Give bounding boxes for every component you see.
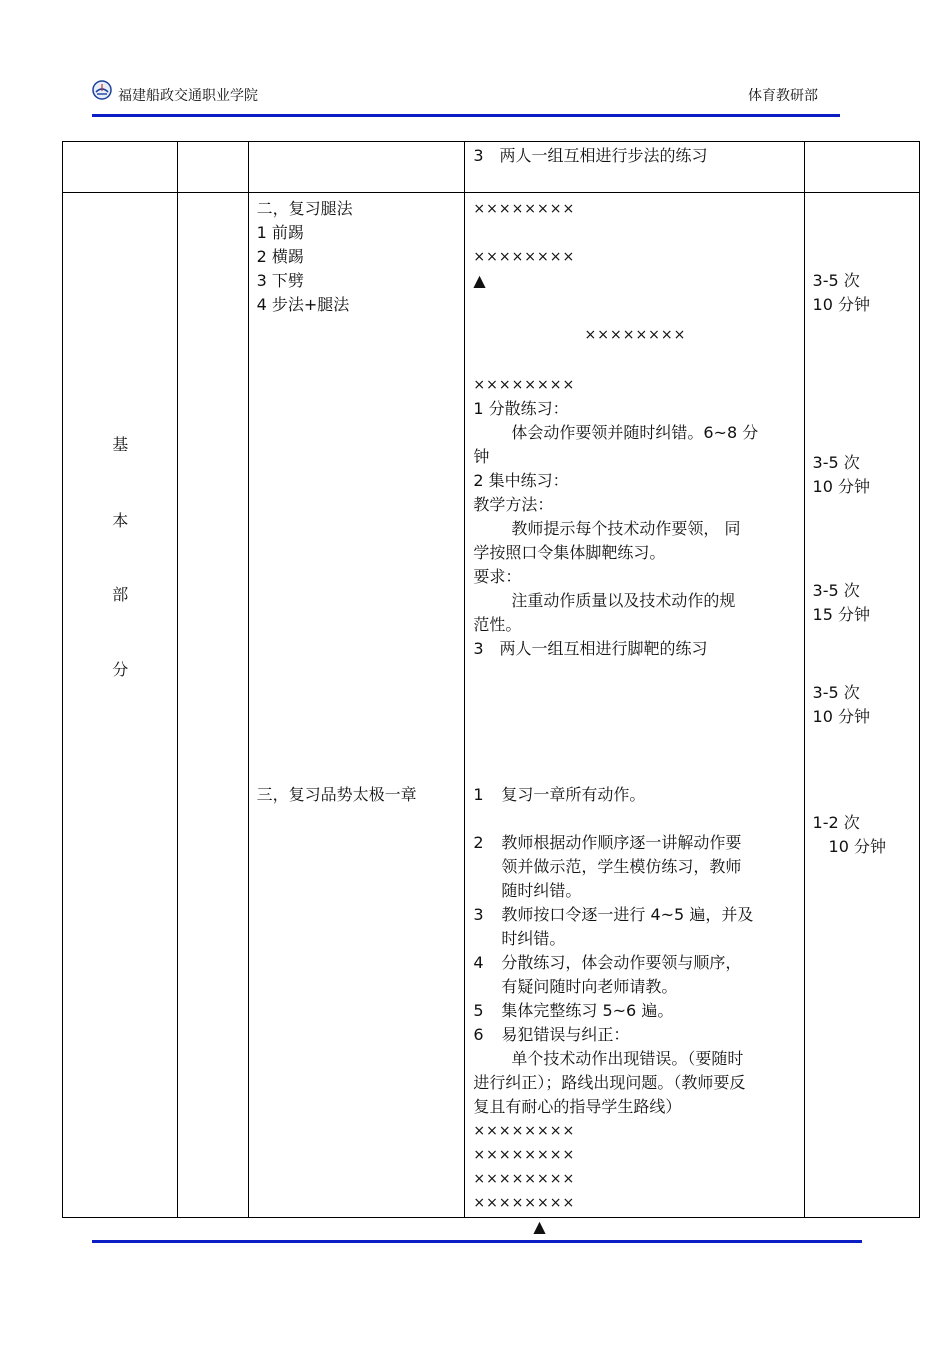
item-text: 复习一章所有动作。 — [501, 785, 646, 804]
cell-content — [465, 142, 804, 193]
topic-item: 1 前踢 — [256, 223, 304, 242]
formation-diagram — [473, 197, 797, 293]
school-emblem-icon — [92, 80, 112, 100]
numbered-line — [473, 831, 797, 855]
cell-section — [63, 142, 178, 193]
item-text: 随时纠错。 — [501, 881, 582, 900]
section-char: 基 — [112, 435, 129, 454]
dosage-reps: 1-2 次 — [812, 813, 860, 832]
item-text: 教师按口令逐一进行 4~5 遍，并及 — [501, 905, 754, 924]
item-number: 3 — [473, 905, 484, 924]
content-line: 要求： — [473, 567, 522, 586]
school-name: 福建船政交通职业学院 — [118, 88, 258, 104]
formation-row: ×××××××× — [473, 1147, 576, 1163]
table-row — [63, 142, 920, 193]
cell-time — [178, 193, 248, 1218]
numbered-line — [473, 903, 797, 927]
dosage-entry — [813, 811, 913, 859]
content-line: 进行纠正）；路线出现问题。（教师要反 — [473, 1073, 746, 1092]
item-text: 分散练习，体会动作要领与顺序， — [501, 953, 742, 972]
numbered-line — [473, 999, 797, 1023]
dosage-reps: 3-5 次 — [812, 453, 860, 472]
topic-title: 三，复习品势太极一章 — [256, 785, 417, 804]
item-number: 4 — [473, 953, 484, 972]
page-header — [92, 80, 840, 106]
footer-divider — [92, 1240, 862, 1243]
step-practice-line: 3 两人一组互相进行步法的练习 — [473, 146, 708, 165]
cell-topic — [248, 142, 465, 193]
formation-row: ×××××××× — [473, 1195, 576, 1211]
content-line: 范性。 — [473, 615, 522, 634]
content-line: 1 分散练习： — [473, 399, 569, 418]
section-char: 部 — [112, 585, 129, 604]
topic-item: 2 横踢 — [256, 247, 304, 266]
item-text: 教师根据动作顺序逐一讲解动作要 — [501, 833, 742, 852]
formation-row: ×××××××× — [473, 249, 576, 265]
formation-row: ×××××××× — [473, 377, 576, 393]
content-line: 钟 — [473, 447, 490, 466]
item-text: 时纠错。 — [501, 929, 566, 948]
item-text: 集体完整练习 5~6 遍。 — [501, 1001, 674, 1020]
teacher-marker: ▲ — [473, 271, 486, 290]
item-number: 1 — [473, 785, 484, 804]
content-line: 复且有耐心的指导学生路线） — [473, 1097, 682, 1116]
dosage-entry — [813, 681, 913, 729]
department-name: 体育教研部 — [748, 88, 818, 104]
formation-row: ×××××××× — [473, 201, 576, 217]
dosage-duration: 10 分钟 — [812, 707, 870, 726]
formation-row: ×××××××× — [584, 327, 687, 343]
teacher-marker: ▲ — [533, 1217, 546, 1236]
item-text: 易犯错误与纠正： — [501, 1025, 630, 1044]
content-line: 体会动作要领并随时纠错。6~8 分 — [511, 423, 759, 442]
topic-item: 4 步法+腿法 — [256, 295, 350, 314]
content-line: 3 两人一组互相进行脚靶的练习 — [473, 639, 708, 658]
numbered-line — [473, 951, 797, 975]
topic-poomsae — [257, 783, 459, 807]
table-row — [63, 193, 920, 1218]
cell-section-label — [63, 193, 178, 1218]
item-text: 领并做示范，学生模仿练习，教师 — [501, 857, 742, 876]
content-line: 教师提示每个技术动作要领， 同 — [511, 519, 741, 538]
topic-item: 3 下劈 — [256, 271, 304, 290]
cell-dosage — [804, 142, 919, 193]
content-line: 学按照口令集体脚靶练习。 — [473, 543, 666, 562]
cell-content — [465, 193, 804, 1236]
numbered-line — [473, 1023, 797, 1047]
item-number: 6 — [473, 1025, 484, 1044]
item-number: 2 — [473, 833, 484, 852]
dosage-duration: 10 分钟 — [812, 295, 870, 314]
formation-row: ×××××××× — [473, 1171, 576, 1187]
numbered-line — [473, 783, 797, 807]
dosage-reps: 3-5 次 — [812, 581, 860, 600]
content-line: 注重动作质量以及技术动作的规 — [511, 591, 736, 610]
spacer — [473, 807, 797, 831]
topic-title: 二，复习腿法 — [256, 199, 353, 218]
dosage-entry — [813, 579, 913, 627]
dosage-entry — [813, 269, 913, 317]
lesson-plan-table — [62, 141, 920, 1236]
formation-row: ×××××××× — [473, 1123, 576, 1139]
dosage-reps: 3-5 次 — [812, 683, 860, 702]
section-char: 分 — [112, 660, 129, 679]
header-divider — [92, 114, 840, 117]
dosage-duration: 15 分钟 — [812, 605, 870, 624]
content-line: 教学方法： — [473, 495, 554, 514]
dosage-reps: 3-5 次 — [812, 271, 860, 290]
kick-practice-block — [473, 373, 797, 661]
item-text: 有疑问随时向老师请教。 — [501, 977, 678, 996]
cell-topic — [248, 193, 465, 1218]
dosage-entry — [813, 451, 913, 499]
cell-dosage — [804, 193, 919, 1218]
content-line: 单个技术动作出现错误。（要随时 — [511, 1049, 744, 1068]
poomsae-block — [473, 783, 797, 1239]
formation-spacer — [473, 221, 797, 245]
cell-time — [178, 142, 248, 193]
topic-kicks — [257, 197, 459, 317]
dosage-duration: 10 分钟 — [828, 837, 886, 856]
content-line: 2 集中练习： — [473, 471, 569, 490]
formation-diagram — [473, 323, 797, 347]
dosage-duration: 10 分钟 — [812, 477, 870, 496]
section-char: 本 — [112, 511, 129, 530]
item-number: 5 — [473, 1001, 484, 1020]
